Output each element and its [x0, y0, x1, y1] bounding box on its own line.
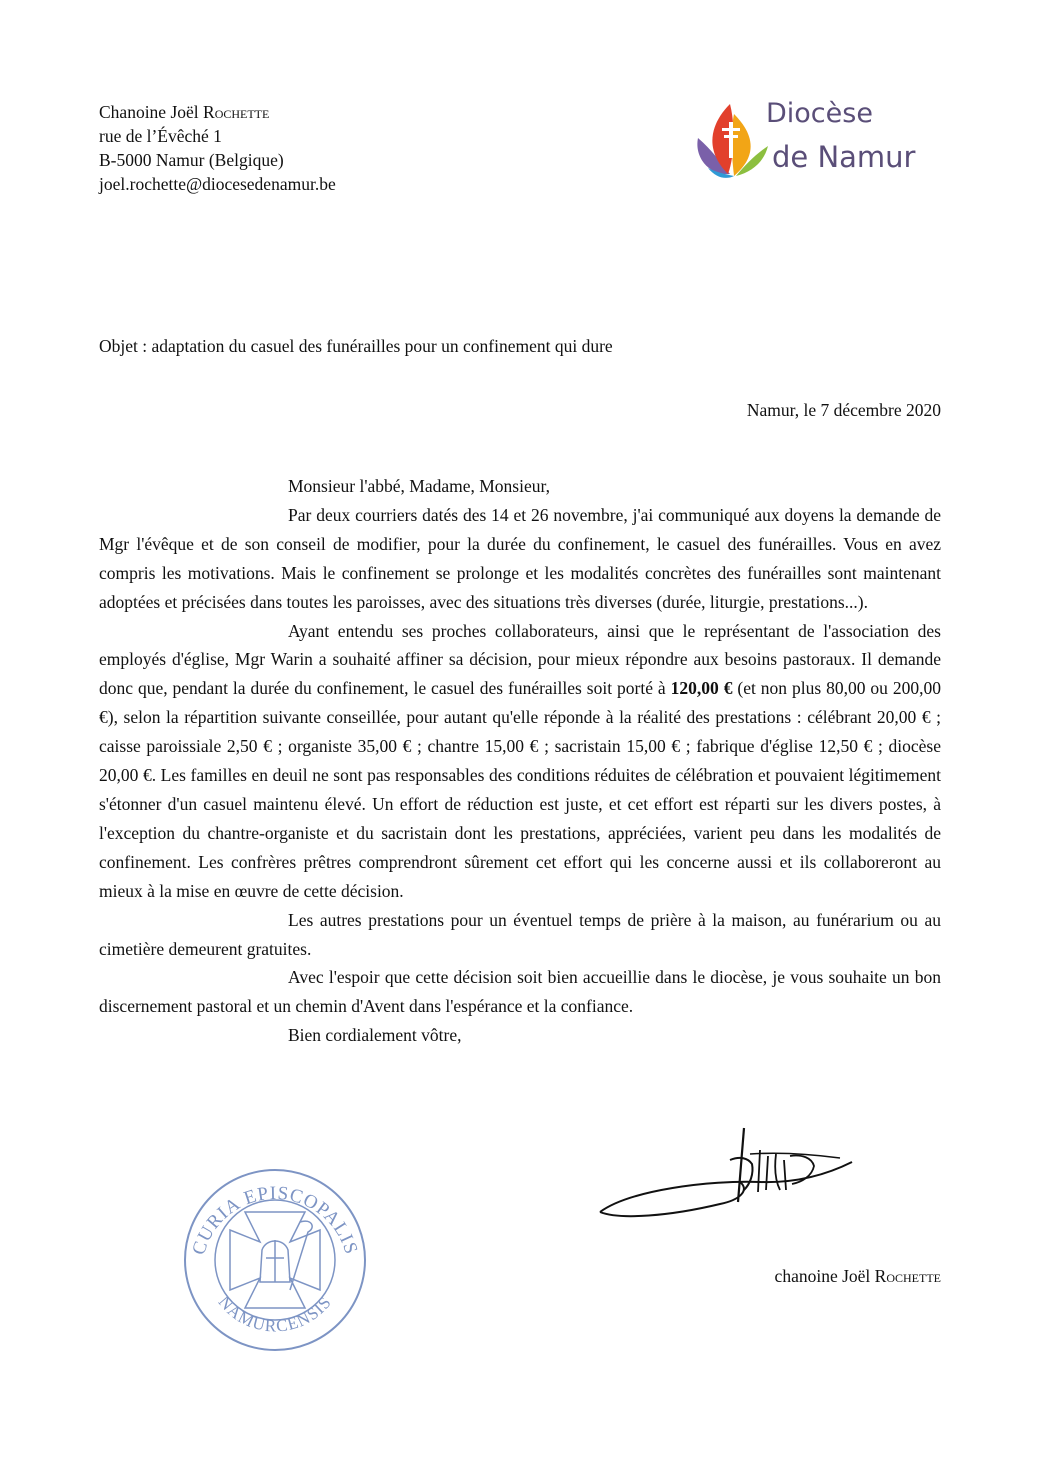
handwritten-signature [590, 1120, 870, 1240]
closing: Bien cordialement vôtre, [288, 1025, 462, 1046]
logo-line-2: de Namur [772, 140, 916, 174]
seal-top-text: CURIA EPISCOPALIS [188, 1182, 362, 1258]
sender-address [99, 100, 336, 196]
amount-highlight: 120,00 € [670, 678, 733, 699]
paragraph-4: Avec l'espoir que cette décision soit bien accueillie dans le diocèse, je vous souhaite un bon discernement pastoral et un chemin d'Avent dans l'espérance et la confiance. [99, 967, 941, 1017]
paragraph-3: Les autres prestations pour un éventuel temps de prière à la maison, au funérarium ou au cimetière demeurent gratuites. [99, 909, 941, 959]
sender-street: rue de l’Évêché 1 [99, 126, 222, 146]
letter-subject: Objet : adaptation du casuel des funérailles pour un confinement qui dure [99, 336, 613, 356]
letter-date: Namur, le 7 décembre 2020 [746, 400, 941, 420]
sender-email: joel.rochette@diocesedenamur.be [99, 174, 336, 194]
seal-bottom-text: NAMURCENSIS [214, 1292, 336, 1336]
salutation: Monsieur l'abbé, Madame, Monsieur, [288, 476, 550, 496]
logo-line-1: Diocèse [766, 98, 873, 129]
paragraph-1: Par deux courriers datés des 14 et 26 novembre, j'ai communiqué aux doyens la demande de Mgr l'évêque et de son conseil de modifier, pour la durée du confinement, le casuel des funérailles. Vous en avez compris les motivations. Mais le confinement se prolonge et les modalités concrètes des funérailles sont maintenant adoptées et précisées dans toutes les paroisses, avec des situations très diverses (durée, liturgie, prestations...). [99, 504, 941, 612]
episcopal-seal [180, 1162, 370, 1357]
sender-city: B-5000 Namur (Belgique) [99, 150, 284, 170]
signatory-name: chanoine Joël Rochette [774, 1266, 941, 1286]
sender-name: Chanoine Joël Rochette [99, 102, 270, 122]
diocese-logo [690, 98, 930, 188]
paragraph-2: Ayant entendu ses proches collaborateurs, ainsi que le représentant de l'association des employés d'église, Mgr Warin a souhaité affiner sa décision, pour mieux répondre aux besoins pastoraux. Il demande donc que, pendant la durée du confinement, le casuel des funérailles soit porté à 120,00 € (et non plus 80,00 ou 200,00 €), selon la répartition suivante conseillée, pour autant qu'elle réponde à la réalité des prestations : célébrant 20,00 € ; caisse paroissiale 2,50 € ; organiste 35,00 € ; chantre 15,00 € ; sacristain 15,00 € ; fabrique d'église 12,50 € ; diocèse 20,00 €. Les familles en deuil ne sont pas responsables des conditions réduites de célébration et pouvaient légitimement s'étonner d'un casuel maintenu élevé. Un effort de réduction est juste, et cet effort est réparti sur les divers postes, à l'exception du chantre-organiste et du sacristain dont les prestations, appréciées, varient peu dans les modalités de confinement. Les confrères prêtres comprendront sûrement cet effort qui les concerne aussi et ils collaboreront au mieux à la mise en œuvre de cette décision. [99, 620, 942, 901]
letter-body [99, 472, 941, 1050]
